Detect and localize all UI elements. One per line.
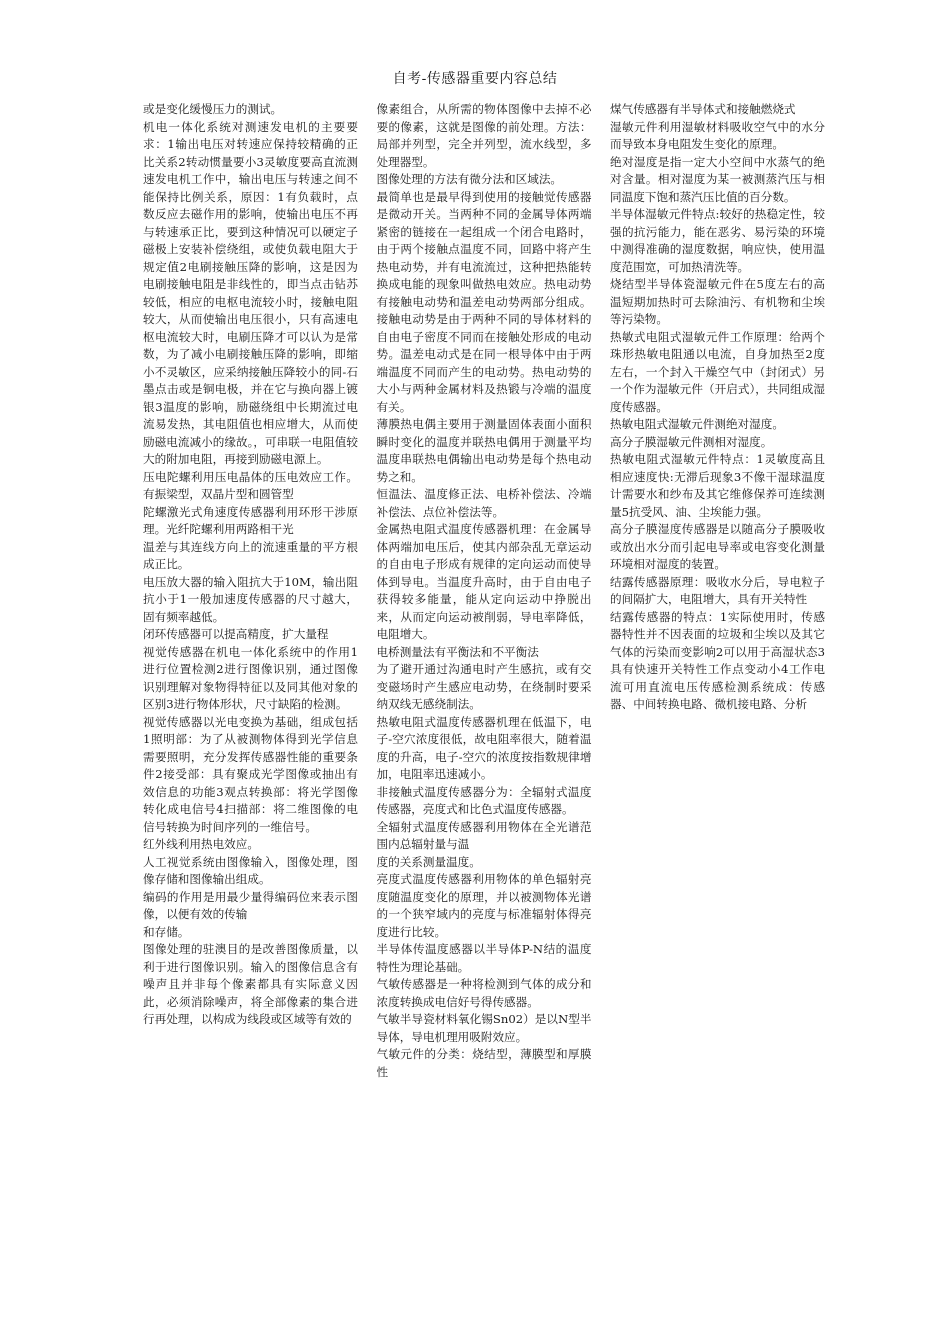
paragraph: 高分子膜湿度传感器是以随高分子膜吸收或放出水分而引起电导率或电容变化测量环境相对湿度的装置。 — [610, 522, 825, 571]
paragraph: 温差与其连线方向上的流速重量的平方根成正比。 — [143, 539, 358, 571]
text-columns — [143, 101, 825, 1081]
paragraph: 气敏半导瓷材料氧化锡Sn02）是以N型半导体，导电机理用吸附效应。 — [376, 1012, 592, 1044]
paragraph: 视觉传感器在机电一体化系统中的作用1进行位置检测2进行图像识别，通过图像识别理解对象物得特征以及同其他对象的区别3进行物体形状，尺寸缺陷的检测。 — [143, 644, 358, 711]
paragraph: 热敏电阻式温度传感器机理在低温下，电子-空穴浓度很低，故电阻率很大，随着温度的升高，电子-空穴的浓度按指数规律增加，电阻率迅速减小。 — [376, 714, 592, 781]
paragraph: 机电一体化系统对测速发电机的主要要求：1输出电压对转速应保持较精确的正比关系2转动惯量要小3灵敏度要高直流测速发电机工作中，输出电压与转速之间不能保持比例关系，原因：1有负载时，点数反应去磁作用的影响，使输出电压不再与转速承正比，要到这种情况可以硬定子磁极上安装补偿绕组，或使负载电阻大于规定值2电刷接触压降的影响，这是因为电刷接触电阻是非线性的，即当点击钻苏较低，相应的电枢电流较小时，接触电阻较大，从而使输出电压很小，只有高速电枢电流较大时，电刷压降才可以认为是常数，为了减小电刷接触压降的影响，即缩小不灵敏区，应采纳接触压降较小的同-石墨点击或是铜电极，并在它与换向器上镀银3温度的影响，励磁绕组中长期流过电流易发热，其电阻值也相应增大，从而使励磁电流减小的缘故。，可串联一电阻值较大的附加电阻，再接到励磁电源上。 — [143, 119, 358, 466]
paragraph: 半导体湿敏元件特点:较好的热稳定性，较强的抗污能力，能在恶劣、易污染的环境中测得准确的湿度数据，响应快，使用温度范围宽，可加热清洗等。 — [610, 207, 825, 274]
paragraph: 闭环传感器可以提高精度，扩大量程 — [143, 627, 329, 641]
paragraph: 图像处理的方法有微分法和区域法。 — [376, 172, 563, 186]
paragraph: 结露传感器的特点：1实际使用时，传感器特性并不因表面的垃圾和尘埃以及其它气体的污染而变影响2可以用于高湿状态3具有快速开关特性工作点变动小4工作电流可用直流电压传感检测系统成：传感器、中间转换电路、微机接电路、分析 — [610, 609, 825, 711]
paragraph: 气敏元件的分类：烧结型，薄膜型和厚膜性 — [376, 1047, 592, 1079]
paragraph: 绝对湿度是指一定大小空间中水蒸气的绝对含量。相对湿度为某一被测蒸汽压与相同温度下饱和蒸汽压比值的百分数。 — [610, 154, 825, 204]
paragraph: 高分子膜湿敏元件测相对湿度。 — [610, 434, 773, 449]
paragraph: 和存储。 — [143, 924, 190, 939]
paragraph: 湿敏元件利用湿敏材料吸收空气中的水分而导致本身电阻发生变化的原理。 — [610, 119, 825, 151]
paragraph: 或是变化缓慢压力的测试。 — [143, 102, 283, 116]
paragraph: 压电陀螺利用压电晶体的压电效应工作。有振梁型，双晶片型和圆管型 — [143, 469, 358, 501]
paragraph: 电桥测量法有平衡法和不平衡法 — [376, 644, 539, 659]
paragraph: 结露传感器原理：吸收水分后，导电粒子的间隔扩大，电阻增大，具有开关特性 — [610, 574, 825, 606]
page-title: 自考-传感器重要内容总结 — [392, 71, 558, 87]
paragraph: 为了避开通过沟通电时产生感抗，或有交变磁场时产生感应电动势，在绕制时要采纳双线无感绕制法。 — [376, 662, 592, 711]
paragraph: 电压放大器的输入阻抗大于10M，输出阻抗小于1一般加速度传感器的尺寸越大，固有频率越低。 — [143, 574, 358, 624]
paragraph: 视觉传感器以光电变换为基础，组成包括1照明部：为了从被测物体得到光学信息需要照明，充分发挥传感器性能的重要条件2接受部：具有聚成光学图像或抽出有效信息的功能3观点转换部：将光学图像转化成电信号4扫描部：将二维图像的电信号转换为时间序列的一维信号。 — [143, 714, 358, 834]
paragraph: 半导体传温度感器以半导体P-N结的温度特性为理论基础。 — [376, 942, 592, 974]
paragraph: 人工视觉系统由图像输入，图像处理，图像存储和图像输出组成。 — [143, 854, 358, 886]
paragraph: 最简单也是最早得到使用的接触觉传感器是微动开关。当两种不同的金属导体两端紧密的链接在一起组成一个闭合电路时，由于两个接触点温度不同，回路中将产生热电动势，并有电流流过，这种把热能转换成电能的现象叫做热电效应。热电动势有接触电动势和温差电动势两部分组成。接触电动势是由于两种不同的导体材料的自由电子密度不同而在接触处形成的电动势。温差电动式是在同一根导体中由于两端温度不同而产生的电动势。热电动势的大小与两种金属材料及热锻与冷端的温度有关。 — [376, 189, 592, 414]
paragraph: 非接触式温度传感器分为：全辐射式温度传感器，亮度式和比色式温度传感器。 — [376, 784, 592, 816]
paragraph: 红外线利用热电效应。 — [143, 837, 259, 851]
column-left — [143, 101, 358, 1081]
paragraph: 热敏电阻式湿敏元件测绝对湿度。 — [610, 417, 784, 431]
paragraph: 热敏电阻式湿敏元件特点：1灵敏度高且相应速度快:无滞后现象3不像干湿球温度计需要水和纱布及其它维修保养可连续测量5抗受风、油、尘埃能力强。 — [610, 452, 825, 519]
paragraph: 气敏传感器是一种将检测到气体的成分和浓度转换成电信好号得传感器。 — [376, 977, 592, 1009]
paragraph: 热敏式电阻式湿敏元件工作原理：给两个珠形热敏电阻通以电流，自身加热至2度左右，一个封入干燥空气中（封闭式）另一个作为湿敏元件（开启式），共同组成湿度传感器。 — [610, 329, 825, 414]
paragraph: 度的关系测量温度。 — [376, 854, 481, 869]
paragraph: 像素组合，从所需的物体图像中去掉不必要的像素，这就是图像的前处理。方法：局部并列型，完全并列型，流水线型，多处理器型。 — [376, 102, 592, 169]
paragraph: 煤气传感器有半导体式和接触燃烧式 — [610, 102, 796, 116]
paragraph: 烧结型半导体瓷湿敏元件在5度左右的高温短期加热时可去除油污、有机物和尘埃等污染物。 — [610, 277, 825, 326]
paragraph: 陀螺激光式角速度传感器利用环形干涉原理。光纤陀螺利用两路相干光 — [143, 504, 358, 536]
paragraph: 编码的作用是用最少量得编码位来表示图像，以便有效的传输 — [143, 889, 358, 921]
paragraph: 恒温法、温度修正法、电桥补偿法、冷端补偿法、点位补偿法等。 — [376, 487, 592, 519]
paragraph: 金属热电阻式温度传感器机理：在金属导体两端加电压后，使其内部杂乱无章运动的自由电子形成有规律的定向运动而使导体到导电。当温度升高时，由于自由电子获得较多能量，能从定向运动中挣脱出来，从而定向运动被削弱，导电率降低，电阻增大。 — [376, 522, 592, 641]
paragraph: 图像处理的驻澳目的是改善图像质量，以利于进行图像识别。输入的图像信息含有噪声且并非每个像素都具有实际意义因此，必须消除噪声，将全部像素的集合进行再处理，以构成为线段或区域等有效的 — [143, 942, 358, 1026]
paragraph: 薄膜热电偶主要用于测量固体表面小面积瞬时变化的温度并联热电偶用于测量平均温度串联热电偶输出电动势是每个热电动势之和。 — [376, 417, 592, 484]
paragraph: 全辐射式温度传感器利用物体在全光谱范围内总辐射量与温 — [376, 819, 592, 851]
column-middle — [377, 101, 592, 1081]
paragraph: 亮度式温度传感器利用物体的单色辐射亮度随温度变化的原理，并以被测物体光谱的一个狭窄域内的亮度与标准辐射体得亮度进行比较。 — [376, 872, 592, 939]
column-right — [610, 101, 825, 1081]
